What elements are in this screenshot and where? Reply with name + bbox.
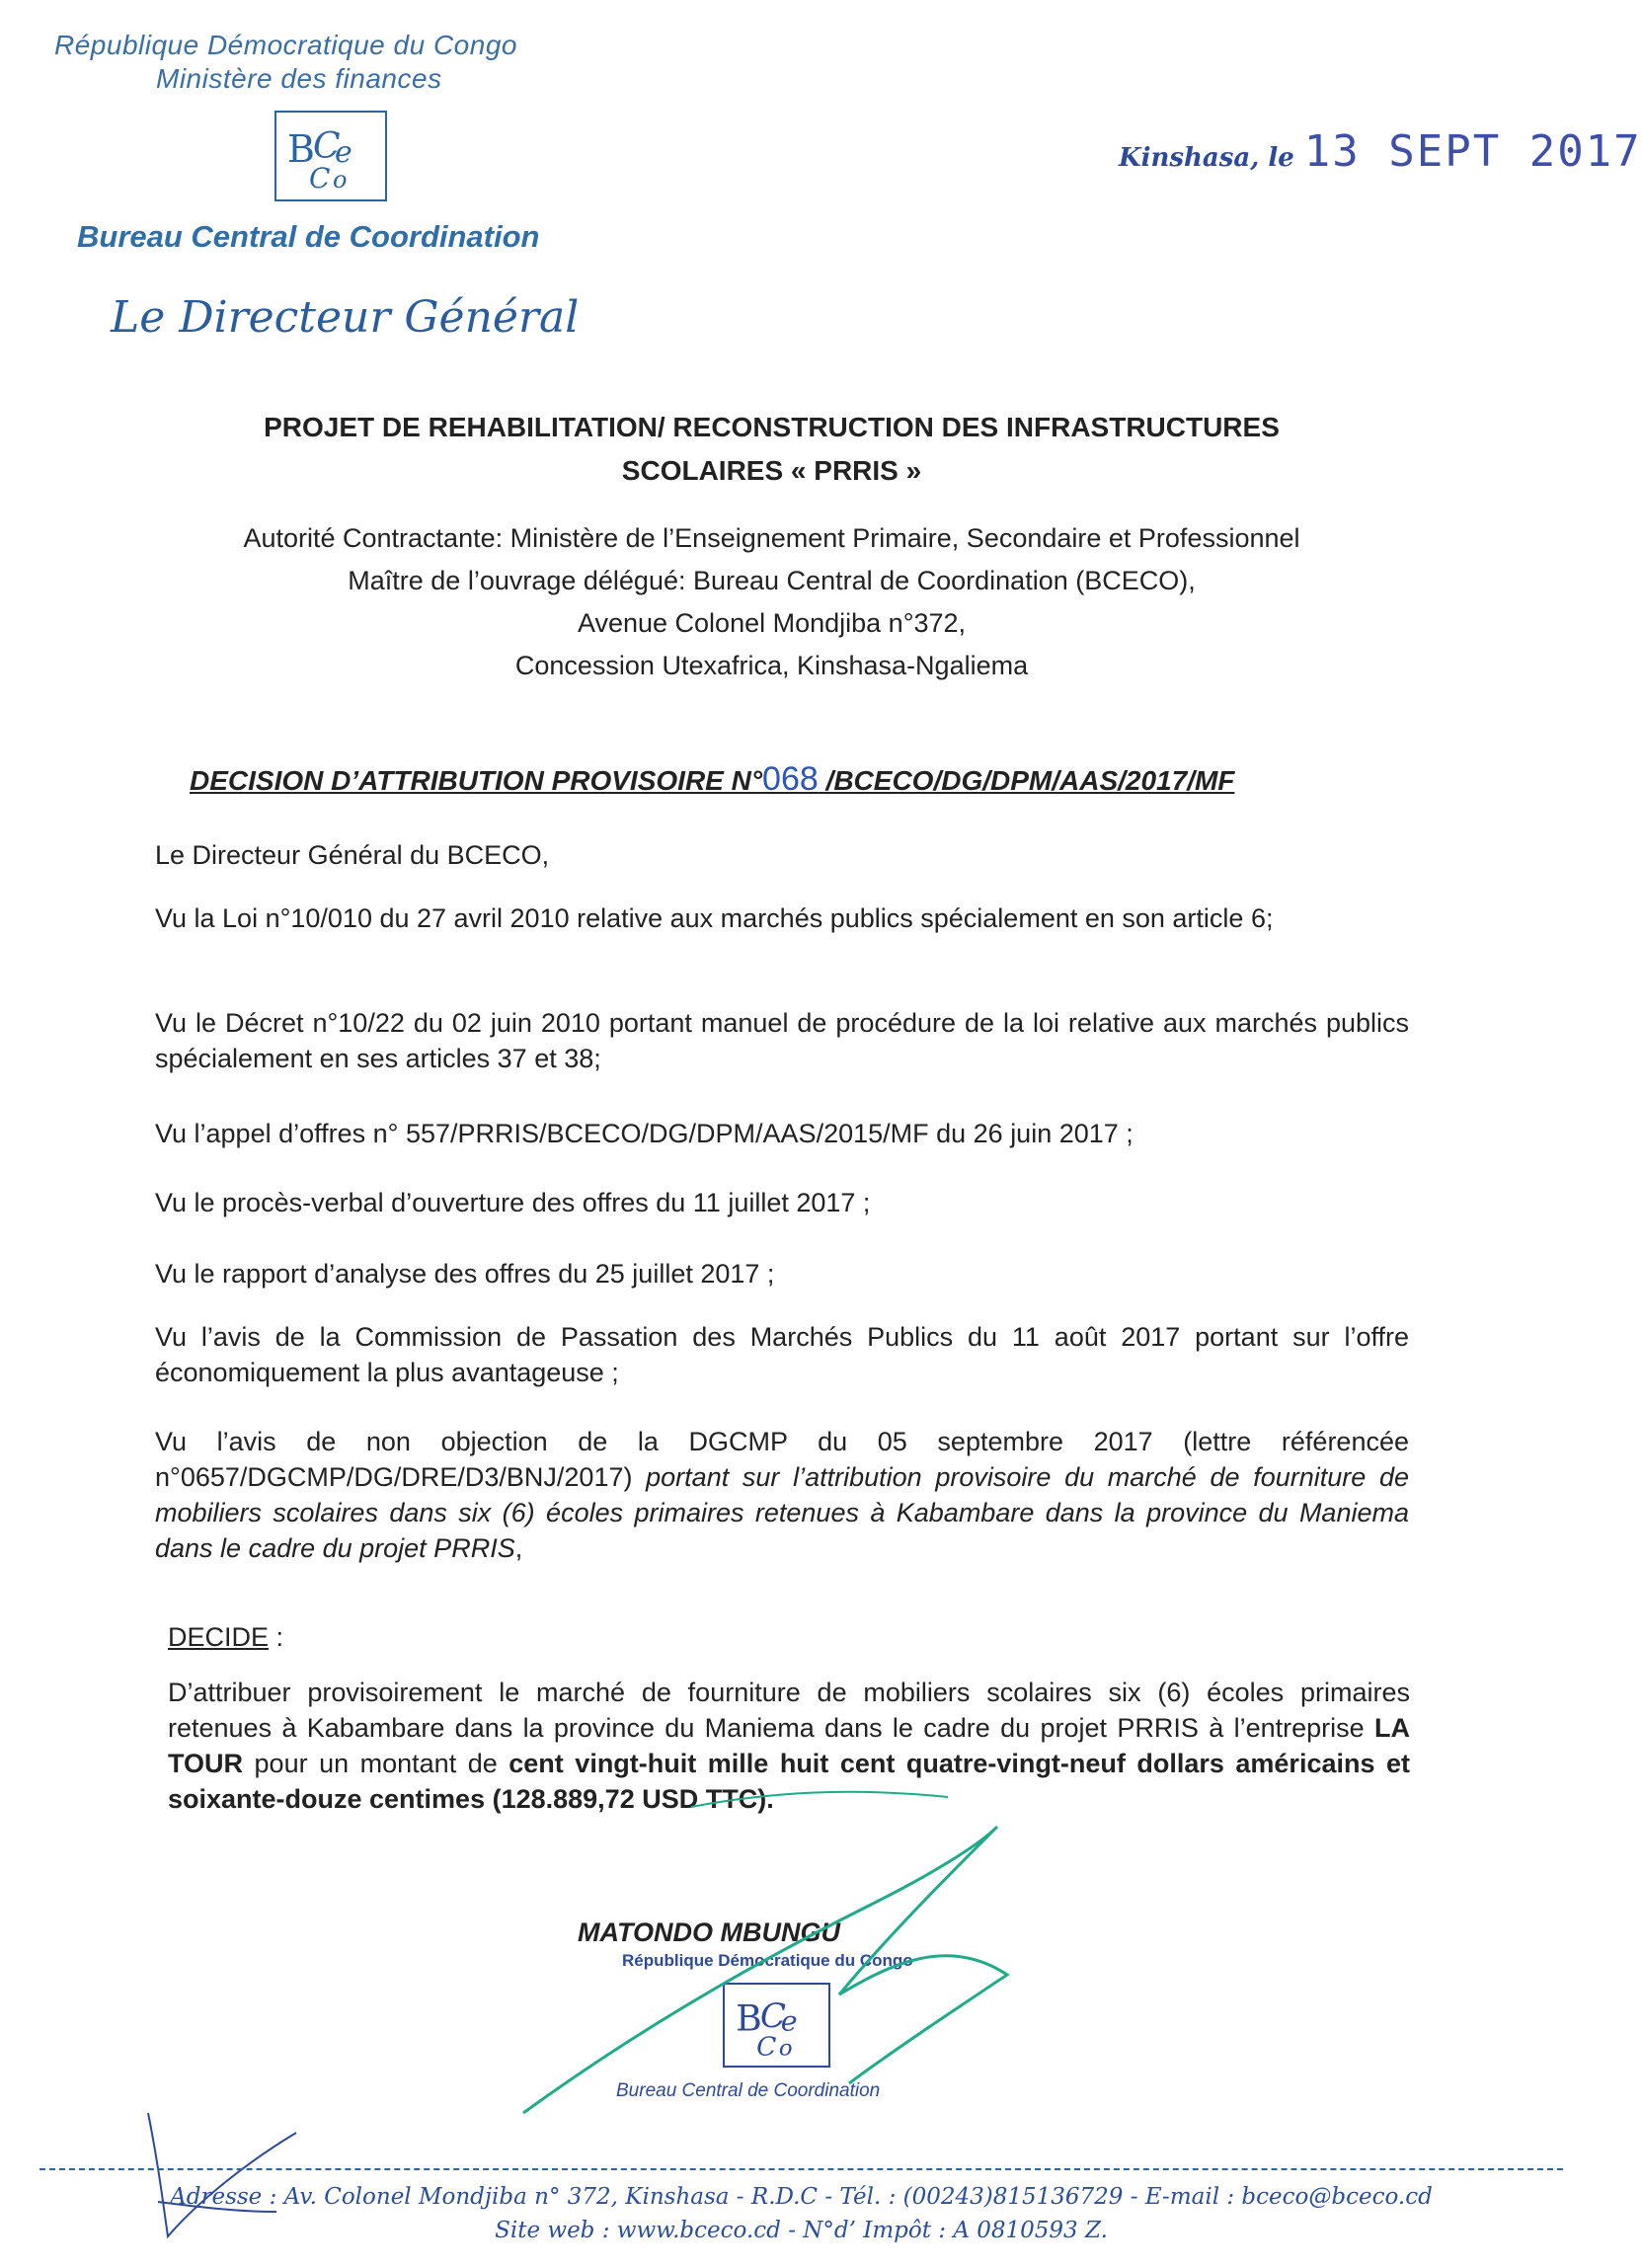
date-label: Kinshasa, le: [1119, 143, 1294, 173]
footer-website: Site web : www.bceco.cd - N°d’ Impôt : A 0810593 Z.: [495, 2218, 1108, 2243]
svg-text:C: C: [313, 126, 341, 167]
org-name: Bureau Central de Coordination: [77, 219, 540, 254]
vu-loi: Vu la Loi n°10/010 du 27 avril 2010 relative aux marchés publics spécialement en son article 6;: [155, 903, 1274, 933]
decision-prefix: DECISION D’ATTRIBUTION PROVISOIRE N°: [190, 765, 763, 796]
footer-address: Adresse : Av. Colonel Mondjiba n° 372, Kinshasa - R.D.C - Tél. : (00243)815136729 - E-mail : bceco@bceco.cd: [170, 2184, 1433, 2210]
vu-appel: Vu l’appel d’offres n° 557/PRRIS/BCECO/DG/DPM/AAS/2015/MF du 26 juin 2017 ;: [155, 1119, 1134, 1148]
authority-line2: Maître de l’ouvrage délégué: Bureau Central de Coordination (BCECO),: [348, 566, 1196, 595]
stamp-org: Bureau Central de Coordination: [616, 2080, 881, 2101]
svg-text:e: e: [335, 135, 352, 170]
vu-pv: Vu le procès-verbal d’ouverture des offres du 11 juillet 2017 ;: [155, 1188, 871, 1217]
vu-rapport: Vu le rapport d’analyse des offres du 25 juillet 2017 ;: [155, 1259, 775, 1289]
decision-number: 068: [762, 760, 819, 798]
authority-line1: Autorité Contractante: Ministère de l’Enseignement Primaire, Secondaire et Professionnel: [243, 523, 1300, 553]
award-text-2: pour un montant de: [243, 1749, 509, 1778]
svg-text:e: e: [780, 2004, 798, 2038]
svg-text:o: o: [778, 2035, 793, 2062]
project-title-line2: SCOLAIRES « PRRIS »: [621, 455, 922, 486]
signatory-title: Le Directeur Général: [111, 292, 580, 343]
signature-stroke: [523, 1827, 1007, 2113]
intro-line: Le Directeur Général du BCECO,: [155, 840, 550, 870]
decide-colon: :: [269, 1622, 284, 1652]
vu-non-objection-italic: portant sur l’attribution provisoire du marché de fourniture de mobiliers scolaires dans six (6) écoles primaires retenues à Kabambare dans la province du Maniema dans le cadre du projet PRRIS: [155, 1462, 1409, 1563]
svg-text:C: C: [755, 2031, 776, 2063]
svg-text:B: B: [287, 127, 315, 171]
ministry-name: Ministère des finances: [156, 63, 442, 94]
svg-text:o: o: [333, 166, 348, 194]
date-stamp: 13 SEPT 2017: [1303, 126, 1642, 177]
vu-non-objection-end: ,: [514, 1533, 523, 1563]
vu-non-objection-plain: Vu l’avis de non objection de la DGCMP du 05 septembre 2017 (lettre référencée n°0657/DGCMP/DG/DRE/D3/BNJ/2017): [155, 1427, 1409, 1492]
authority-line4: Concession Utexafrica, Kinshasa-Ngaliema: [514, 651, 1029, 680]
signature-underline: [691, 1792, 948, 1807]
decision-suffix: /BCECO/DG/DPM/AAS/2017/MF: [818, 765, 1235, 796]
stamp-country: République Démocratique du Congo: [622, 1951, 913, 1970]
svg-text:B: B: [735, 1998, 762, 2040]
svg-text:C: C: [759, 1995, 786, 2036]
award-company: LA TOUR: [168, 1713, 1410, 1778]
country-name: République Démocratique du Congo: [54, 30, 517, 60]
svg-text:C: C: [309, 162, 331, 195]
award-amount: cent vingt-huit mille huit cent quatre-vingt-neuf dollars américains et soixante-douze centimes (128.889,72 USD TTC).: [168, 1749, 1411, 1814]
authority-line3: Avenue Colonel Mondjiba n°372,: [577, 608, 967, 638]
project-title-line1: PROJET DE REHABILITATION/ RECONSTRUCTION DES INFRASTRUCTURES: [264, 412, 1280, 442]
signatory-name: MATONDO MBUNGU: [578, 1917, 840, 1947]
decide-label: DECIDE: [168, 1622, 270, 1652]
vu-avis-commission: Vu l’avis de la Commission de Passation des Marchés Publics du 11 août 2017 portant sur l’offre économiquement la plus avantageuse ;: [155, 1322, 1409, 1387]
award-text-1: D’attribuer provisoirement le marché de fourniture de mobiliers scolaires six (6) écoles primaires retenues à Kabambare dans la province du Maniema dans le cadre du projet PRRIS à l’entreprise: [168, 1678, 1410, 1743]
footer-divider: [39, 2168, 1563, 2170]
vu-decret: Vu le Décret n°10/22 du 02 juin 2010 portant manuel de procédure de la loi relative aux marchés publics spécialement en ses articles 37 et 38;: [155, 1008, 1409, 1073]
